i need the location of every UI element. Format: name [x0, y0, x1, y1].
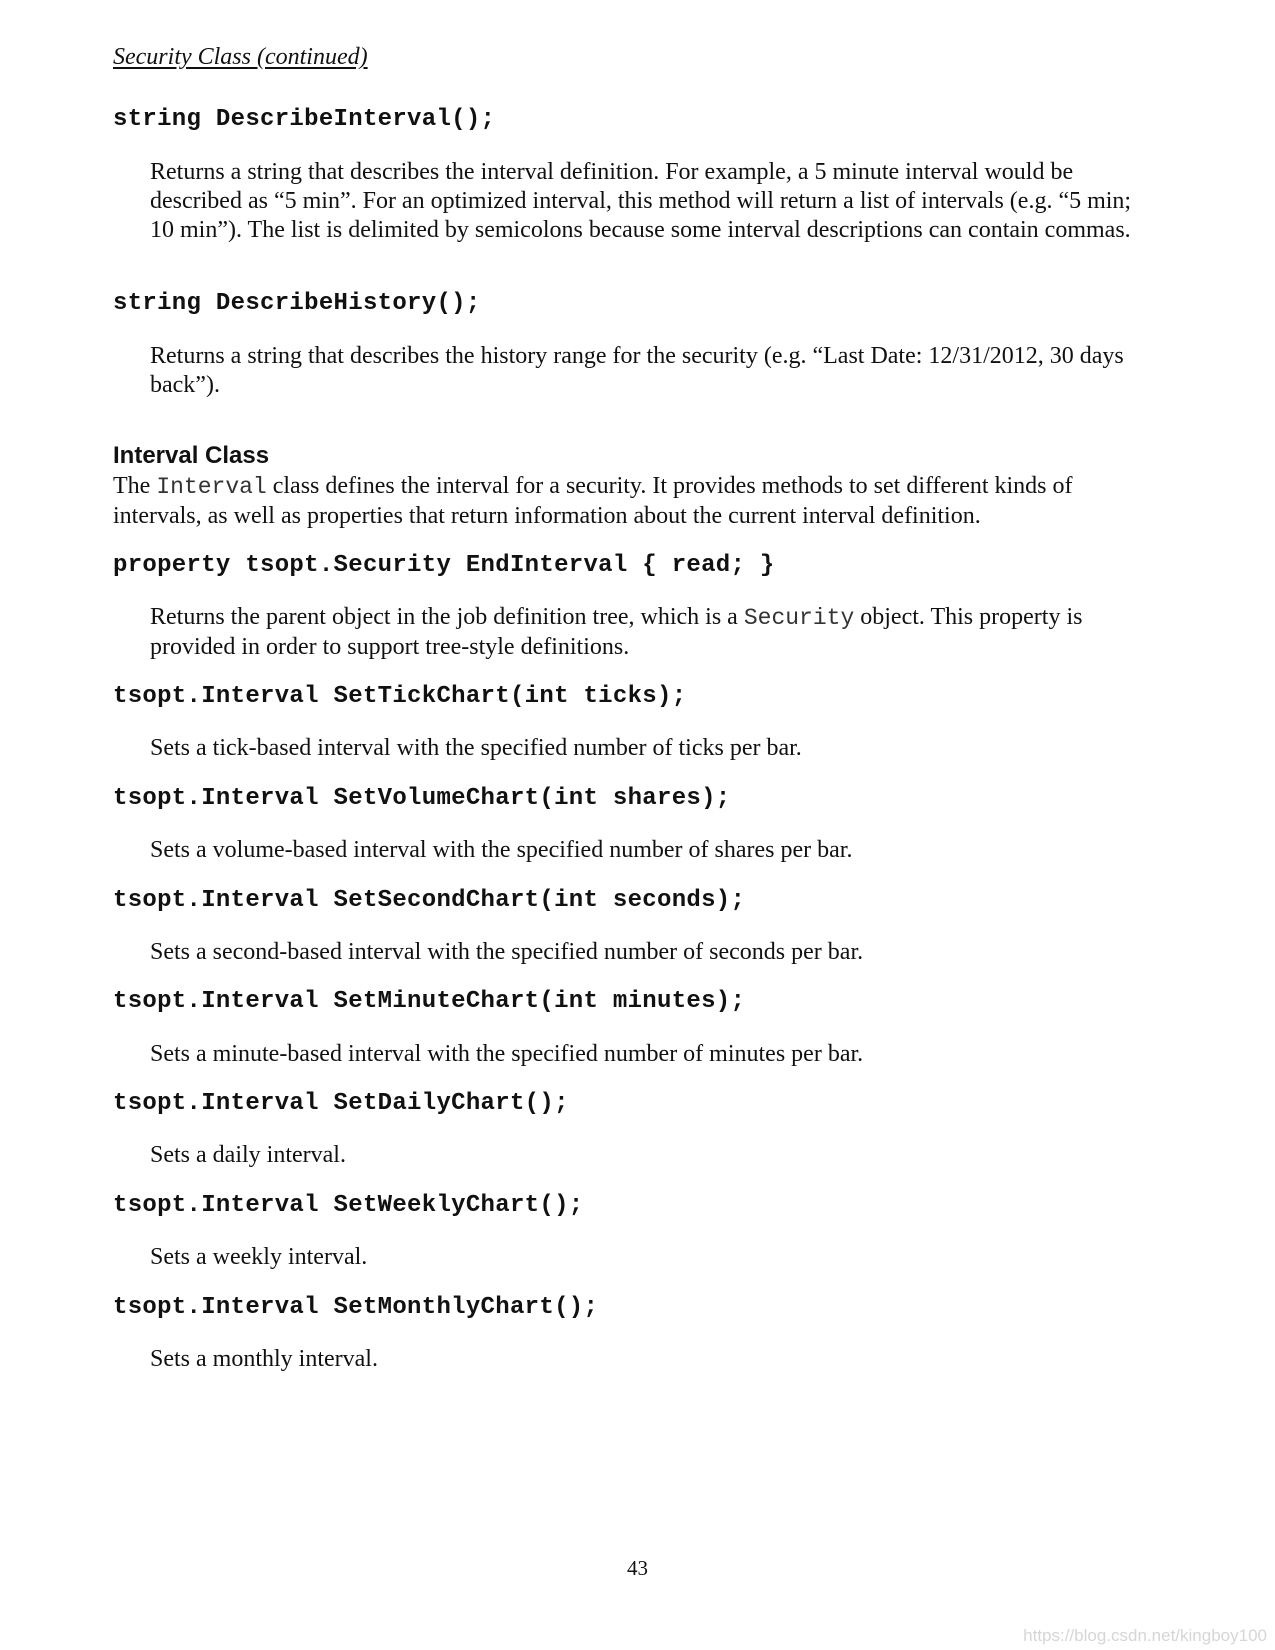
method-description-set-weekly-chart: Sets a weekly interval.: [150, 1244, 368, 1270]
method-description-set-second-chart: Sets a second-based interval with the specified number of seconds per bar.: [150, 939, 864, 965]
method-description-describe-history: Returns a string that describes the history range for the security (e.g. “Last Date: 12/31/2012, 30 days back”).: [150, 343, 1124, 398]
method-signature-describe-interval: string DescribeInterval();: [113, 106, 496, 133]
inline-code-interval: Interval: [156, 474, 267, 500]
method-description-set-monthly-chart: Sets a monthly interval.: [150, 1346, 378, 1372]
section-heading-interval-class: Interval Class: [113, 442, 270, 469]
property-signature-end-interval: property tsopt.Security EndInterval { read; }: [113, 552, 775, 579]
property-desc-prefix: Returns the parent object in the job definition tree, which is a: [150, 604, 744, 630]
watermark-url: https://blog.csdn.net/kingboy100: [1023, 1626, 1267, 1645]
method-signature-set-monthly-chart: tsopt.Interval SetMonthlyChart();: [113, 1294, 599, 1321]
intro-text-prefix: The: [113, 473, 157, 499]
method-signature-describe-history: string DescribeHistory();: [113, 290, 481, 317]
method-description-set-tick-chart: Sets a tick-based interval with the specified number of ticks per bar.: [150, 735, 802, 761]
method-description-set-minute-chart: Sets a minute-based interval with the specified number of minutes per bar.: [150, 1041, 864, 1067]
method-signature-set-volume-chart: tsopt.Interval SetVolumeChart(int shares);: [113, 785, 731, 812]
property-desc-suffix: object. This property is provided in order to support tree-style definitions.: [150, 604, 1083, 660]
method-description-set-volume-chart: Sets a volume-based interval with the specified number of shares per bar.: [150, 837, 853, 863]
method-signature-set-daily-chart: tsopt.Interval SetDailyChart();: [113, 1090, 569, 1117]
method-description-describe-interval: Returns a string that describes the interval definition. For example, a 5 minute interval would be described as “5 min”. For an optimized interval, this method will return a list of intervals (e.g. “5 min; 10 min”). The list is delimited by semicolons because some interval descriptions can contain commas.: [150, 159, 1132, 243]
intro-text-suffix: class defines the interval for a security. It provides methods to set different kinds of intervals, as well as properties that return information about the current interval definition.: [113, 473, 1073, 529]
page-number: 43: [627, 1556, 648, 1580]
property-description-end-interval: [150, 603, 1150, 662]
method-signature-set-weekly-chart: tsopt.Interval SetWeeklyChart();: [113, 1192, 584, 1219]
inline-code-security: Security: [743, 605, 855, 631]
interval-class-intro: [113, 472, 1153, 531]
method-signature-set-second-chart: tsopt.Interval SetSecondChart(int seconds);: [113, 887, 746, 914]
method-description-set-daily-chart: Sets a daily interval.: [150, 1142, 346, 1168]
running-head: Security Class (continued): [113, 44, 368, 70]
method-signature-set-minute-chart: tsopt.Interval SetMinuteChart(int minutes);: [113, 988, 746, 1015]
method-signature-set-tick-chart: tsopt.Interval SetTickChart(int ticks);: [113, 683, 687, 710]
